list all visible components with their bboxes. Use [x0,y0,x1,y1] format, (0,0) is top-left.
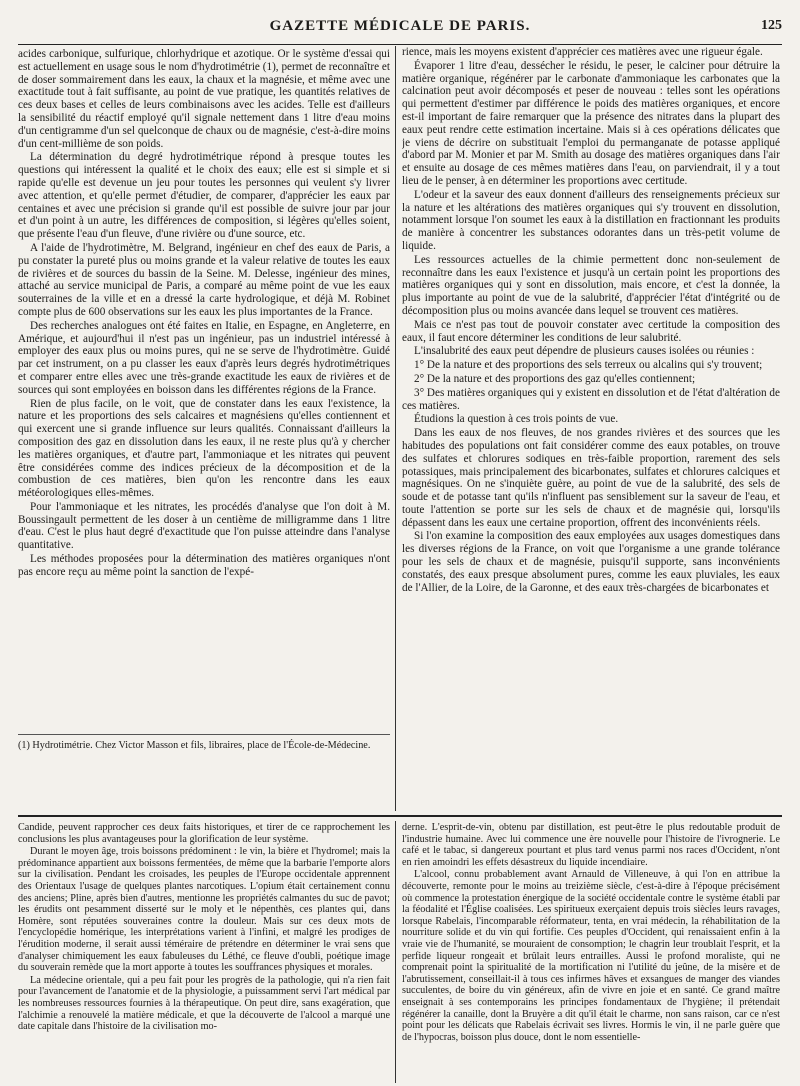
footnote: (1) Hydrotimétrie. Chez Victor Masson et fils, libraires, place de l'École-de-Médecine. [18,740,371,751]
paragraph: Mais ce n'est pas tout de pouvoir constater avec certitude la composition des eaux, il faut encore déterminer les conditions de leur salubrité. [402,318,780,344]
paragraph: A l'aide de l'hydrotimètre, M. Belgrand, ingénieur en chef des eaux de Paris, a pu constater la pureté plus ou moins grande et la valeur relative de toutes les eaux de rivières et de sources du bassin de la Seine. M. Delesse, ingénieur des mines, attaché au service municipal de Paris, a comparé au même point de vue les eaux souterraines de la ville et en a dressé la carte hydrologique, et déjà M. Robinet compte plus de 600 observations sur les eaux les plus importantes de la France. [18,241,390,318]
paragraph: rience, mais les moyens existent d'apprécier ces matières avec une rigueur égale. [402,46,763,58]
paragraph: Étudions la question à ces trois points de vue. [414,413,619,426]
column-divider [395,46,396,811]
paragraph: Si l'on examine la composition des eaux employées aux usages domestiques dans les diverses régions de la France, on voit que l'organisme a une grande tolérance pour les sels de chaux et de magnésie, puisqu'il supporte, sans inconvénients constatés, des eaux presque absolument pures, comme les eaux pluviales, les eaux de l'Allier, de la Loire, de la Garonne, et des eaux très-chargées de bicarbonates et [402,530,780,594]
paragraph: Candide, peuvent rapprocher ces deux faits historiques, et tirer de ce rapprochement les conclusions les plus avantageuses pour la glorification de leur système. [18,822,390,845]
journal-title: GAZETTE MÉDICALE DE PARIS. [269,18,531,34]
list-item: 1° De la nature et des proportions des sels terreux ou alcalins qui s'y trouvent; [414,359,763,372]
page-header [18,14,782,45]
paragraph: L'odeur et la saveur des eaux donnent d'ailleurs des renseignements précieux sur la nature et les altérations des matières organiques qui s'y trouvent en dissolution, notamment lorsque l'on soumet les eaux à la distillation en fractionnant les produits de manière à concentrer les substances odorantes dans un très-petit volume de liquide. [402,188,780,252]
paragraph: acides carbonique, sulfurique, chlorhydrique et azotique. Or le système d'essai qui est actuellement en usage sous le nom d'hydrotimétrie (1), permet de reconnaître et de doser sommairement dans les eaux, la chaux et la magnésie, et même avec une exactitude tout à fait suffisante, au point de vue pratique, les quantités relatives de ces deux bases et celles de leurs combinaisons avec les acides. Telle est d'ailleurs la sensibilité du réactif employé qu'il signale nettement dans 1 litre d'eau moins d'un centigramme d'un sel quelconque de chaux ou de magnésie, c'est-à-dire moins d'un cent-millième de son poids. [18,48,390,150]
paragraph: L'insalubrité des eaux peut dépendre de plusieurs causes isolées ou réunies : [414,345,755,358]
bottom-right-column [402,822,780,1080]
paragraph: La détermination du degré hydrotimétrique répond à presque toutes les questions qui intéressent la qualité et le choix des eaux; elle est si simple et si rapide qu'elle est devenue un jeu pour toutes les personnes qui veulent s'y livrer avec attention, et qu'elle permet d'étudier, de comparer, d'apprécier les eaux par centaines et avec une précision si grande qu'il est possible de suivre jour par jour et d'un point à un autre, les différences de composition, si légères qu'elles soient, que présente l'eau d'un fleuve, d'une rivière ou d'une source, etc. [18,151,390,241]
paragraph: Les méthodes proposées pour la détermination des matières organiques n'ont pas encore reçu au même point la sanction de l'expé- [18,553,390,578]
paragraph: Rien de plus facile, on le voit, que de constater dans les eaux l'existence, la nature et les proportions des sels calcaires et magnésiens qu'elles contiennent et qui exercent une si grande influence sur leurs qualités. Connaissant d'ailleurs la composition des gaz en dissolution dans les eaux, il ne reste plus qu'à y chercher les matières organiques, et d'autre part, l'ammoniaque et les nitrates qui peuvent être considérées comme des indices précieux de la décomposition et de la combustion de ces matières, bien qu'on les rencontre dans les eaux météorologiques elles-mêmes. [18,397,390,500]
top-left-column [18,48,390,796]
list-item: 3° Des matières organiques qui y existent en dissolution et de l'état d'altération de ces matières. [402,386,780,412]
paragraph: Durant le moyen âge, trois boissons prédominent : le vin, la bière et l'hydromel; mais la prédominance appartient aux boissons fermentées, de même que la barbarie l'emporte alors sur la civilisation. Pendant les croisades, les peuples de l'Europe occidentale apprennent des Orientaux l'usage de quelques plantes narcotiques. L'opium était certainement connu des anciens; Pline, après bien d'autres, mentionne les propriétés calmantes du suc de pavot; les érudits ont pesamment disserté sur le moly et le népenthès, ces plantes qui, dans Homère, sont réputées souveraines contre la douleur. Mais sur ces deux mots de l'encyclopédie homérique, les interprétations varient à l'infini, et malgré les prodiges de l'érudition moderne, il serait aussi téméraire de prétendre en déterminer le vrai sens que d'analyser chimiquement les eaux fabuleuses du Léthé, ce fleuve d'oubli, poétique image du souverain remède que la mort apporte à toutes les souffrances physiques et morales. [18,846,390,974]
bottom-left-column [18,822,390,1080]
paragraph: Les ressources actuelles de la chimie permettent donc non-seulement de reconnaître dans les eaux l'existence et jusqu'à un certain point les proportions des matières organiques qui y sont en dissolution, mais encore, et c'est la donnée, la plus importante au point de vue de la salubrité, d'apprécier l'état d'intégrité ou de décomposition plus ou moins avancée dans lequel se trouvent ces matières. [402,253,780,317]
page-number: 125 [761,18,782,33]
column-divider [395,821,396,1083]
paragraph: Des recherches analogues ont été faites en Italie, en Espagne, en Angleterre, en Amérique, et aujourd'hui il n'est pas un ingénieur, pas un industriel intéressé à employer des eaux plus ou moins pures, qui ne se serve de l'hydrotimètre. Guidé par cet instrument, on a pu classer les eaux d'après leurs degrés hydrotimétriques et comparer entre elles avec une très-grande exactitude les eaux de rivières et de sources qui sont employées en boisson dans les différentes régions de la France. [18,319,390,396]
paragraph: La médecine orientale, qui a peu fait pour les progrès de la pathologie, qui n'a rien fait pour l'avancement de l'anatomie et de la physiologie, a puissamment servi l'art médical par les nombreuses ressources fournies à la thérapeutique. On peut dire, sans exagération, que l'alchimie a renouvelé la matière médicale, et que la découverte de l'alcool a marqué une date capitale dans l'histoire de la civilisation mo- [18,974,390,1033]
list-item: 2° De la nature et des proportions des gaz qu'elles contiennent; [414,372,696,385]
top-right-column [402,46,780,808]
paragraph: Dans les eaux de nos fleuves, de nos grandes rivières et des sources que les habitudes des populations ont fait considérer comme des eaux potables, on trouve des sulfates et chlorures sodiques en très-faible proportion, rarement des sels potassiques, mais principalement des bicarbonates, sulfates et chlorures calciques et magnésiques. On ne s'inquiète guère, au point de vue de la salubrité, des sels de soude et de potasse tant qu'ils n'influent pas sensiblement sur la saveur de l'eau, et toute l'attention se porte sur les sels de chaux et de magnésie qui, lorsqu'ils dépassent dans les eaux une certaine proportion, offrent des inconvénients réels. [402,427,780,529]
paragraph: Évaporer 1 litre d'eau, dessécher le résidu, le peser, le calciner pour détruire la matière organique, régénérer par le carbonate d'ammoniaque les carbonates que la calcination peut avoir décomposés et peser de nouveau : telles sont les opérations qui permettent d'estimer par différence le poids des matières organiques, et encore est-il important de faire remarquer que la présence des nitrates dans la plupart des eaux peut rendre cette estimation incertaine. Mais si à ces opérations délicates que je viens de décrire on substituait l'emploi du permanganate de potasse appliqué d'abord par M. Monier et par M. Smith au dosage des matières organiques dans l'air et ensuite au dosage de ces mêmes matières dans l'eau, on parviendrait, il y a tout lieu de le penser, à en déterminer les proportions avec certitude. [402,59,780,187]
footnote-rule [18,734,390,735]
paragraph: derne. L'esprit-de-vin, obtenu par distillation, est peut-être le plus redoutable produit de l'industrie humaine. Avec lui commence une ère nouvelle pour l'histoire de l'ivrognerie. Le café et le tabac, si dangereux pourtant et plus tard venus parmi nos races d'Occident, n'ont en rien amoindri les effets désastreux du liquide incendiaire. [402,822,780,868]
feuilleton-rule [18,815,782,817]
paragraph: L'alcool, connu probablement avant Arnauld de Villeneuve, à qui l'on en attribue la découverte, remonte pour le moins au treizième siècle, c'est-à-dire à l'époque précisément où commence la protestation énergique de la société occidentale contre le système établi par la féodalité et l'Église coalisées. Les spiritueux exerçaient depuis trois siècles leurs ravages, lorsque Rabelais, l'incomparable réformateur, tenta, en vrai médecin, la réhabilitation de la nourriture solide et du vin qui fortifie. Ces peuples d'Occident, qui renaissaient enfin à la vraie vie de l'humanité, se mouraient de consomption; le chagrin leur troublait l'esprit, et la perfide liqueur rongeait et brûlait leurs entrailles. Aussi le profond moraliste, qui ne comprenait point la spiritualité de la mortification ni l'utilité du jeûne, de la misère et de l'abrutissement, conseillait-il à tous ces infirmes hâves et exsangues de manger des viandes succulentes, de boire du vin généreux, afin de vivre en joie et en santé. Ce grand maître enseignait à ses contemporains les principes fondamentaux de l'hygiène; il prétendait régénérer la canaille, dont la Bruyère a dit qu'il était le charme, non sans raison, car ce n'est point pour les délicats que Rabelais écrivait ses livres. Hormis le vin, il ne parle guère que de l'hypocras, boisson plus douce, dont le nom essentielle- [402,869,780,1043]
paragraph: Pour l'ammoniaque et les nitrates, les procédés d'analyse que l'on doit à M. Boussingault permettent de les doser à un centième de milligramme dans 1 litre d'eau. C'est le plus haut degré d'exactitude que l'on puisse atteindre dans l'analyse quantitative. [18,500,390,552]
